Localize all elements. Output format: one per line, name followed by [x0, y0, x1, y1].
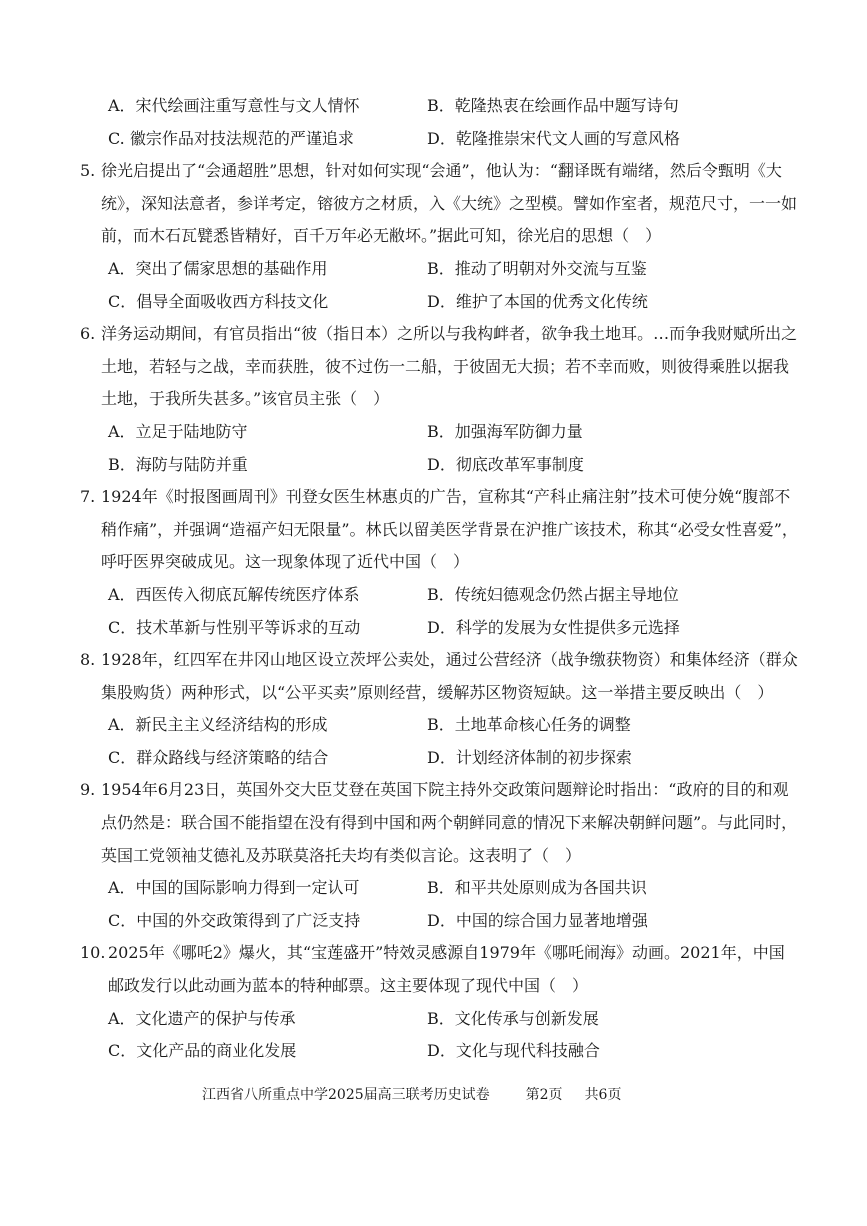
question-9: [80, 774, 798, 937]
option-b: B．推动了明朝对外交流与互鉴: [427, 258, 647, 278]
q4-options-row-2: [80, 123, 798, 156]
page-number: 第2页: [525, 1087, 563, 1103]
question-stem: [80, 318, 798, 416]
question-10: [80, 937, 798, 1067]
question-stem: [80, 937, 798, 1002]
option-d: D．计划经济体制的初步探索: [427, 747, 632, 767]
option-c: C．群众路线与经济策略的结合: [108, 747, 329, 767]
question-text: 1924年《时报图画周刊》刊登女医生林惠贞的广告，宣称其“产科止痛注射”技术可使分娩“腹部不稍作痛”，并强调“造福产妇无限量”。林氏以留美医学背景在沪推广该技术，称其“必受女性喜爱”，呼吁医界突破成见。这一现象体现了近代中国（ ）: [101, 487, 798, 572]
option-b: B．加强海军防御力量: [427, 421, 583, 441]
option-c: C．文化产品的商业化发展: [108, 1041, 297, 1061]
options-row: [80, 579, 798, 612]
question-number: 10.: [80, 943, 106, 963]
question-number: 7.: [80, 487, 96, 507]
question-number: 8.: [80, 650, 96, 670]
option-d: D．科学的发展为女性提供多元选择: [427, 617, 680, 637]
options-row: [80, 416, 798, 449]
option-b: B．传统妇德观念仍然占据主导地位: [427, 584, 679, 604]
question-stem: [80, 644, 798, 709]
option-d: D．彻底改革军事制度: [427, 454, 584, 474]
q4-options-row-1: [80, 90, 798, 123]
options-row: [80, 709, 798, 742]
options-row: [80, 1035, 798, 1068]
options-row: [80, 742, 798, 775]
options-row: [80, 1003, 798, 1036]
question-text: 1954年6月23日，英国外交大臣艾登在英国下院主持外交政策问题辩论时指出：“政府的目的和观点仍然是：联合国不能指望在没有得到中国和两个朝鲜同意的情况下来解决朝鲜问题”。与此同时，英国工党领袖艾德礼及苏联莫洛托夫均有类似言论。这表明了（ ）: [101, 780, 798, 865]
option-b: B．和平共处原则成为各国共识: [427, 878, 647, 898]
option-d: D．文化与现代科技融合: [427, 1041, 600, 1061]
option-a: A．中国的国际影响力得到一定认可: [108, 878, 360, 898]
question-stem: [80, 774, 798, 872]
option-c: C．倡导全面吸收西方科技文化: [108, 291, 329, 311]
option-c: C．技术革新与性别平等诉求的互动: [108, 617, 361, 637]
options-row: [80, 905, 798, 938]
option-a: A．文化遗产的保护与传承: [108, 1008, 296, 1028]
option-d: D．维护了本国的优秀文化传统: [427, 291, 648, 311]
option-a: A．立足于陆地防守: [108, 421, 248, 441]
options-row: [80, 286, 798, 319]
total-pages: 共6页: [584, 1087, 622, 1103]
options-row: [80, 612, 798, 645]
question-text: 1928年，红四军在井冈山地区设立茨坪公卖处，通过公营经济（战争缴获物资）和集体经济（群众集股购货）两种形式，以“公平买卖”原则经营，缓解苏区物资短缺。这一举措主要反映出（ ）: [101, 650, 798, 702]
options-row: [80, 253, 798, 286]
question-number: 9.: [80, 780, 96, 800]
question-6: [80, 318, 798, 481]
question-stem: [80, 155, 798, 253]
question-number: 5.: [80, 161, 96, 181]
question-5: [80, 155, 798, 318]
question-text: 2025年《哪吒2》爆火，其“宝莲盛开”特效灵感源自1979年《哪吒闹海》动画。2021年，中国邮政发行以此动画为蓝本的特种邮票。这主要体现了现代中国（ ）: [108, 943, 785, 996]
page-footer: [202, 1084, 621, 1104]
option-b: B．文化传承与创新发展: [427, 1008, 599, 1028]
options-row: [80, 449, 798, 482]
options-row: [80, 872, 798, 905]
question-number: 6.: [80, 324, 96, 344]
option-a: A．突出了儒家思想的基础作用: [108, 258, 328, 278]
option-a: A．新民主主义经济结构的形成: [108, 715, 328, 735]
option-c: C．中国的外交政策得到了广泛支持: [108, 910, 361, 930]
question-8: [80, 644, 798, 774]
option-c: B．海防与陆防并重: [108, 454, 248, 474]
question-stem: [80, 481, 798, 579]
q4-option-d: D．乾隆推崇宋代文人画的写意风格: [427, 128, 680, 148]
question-text: 徐光启提出了“会通超胜”思想，针对如何实现“会通”，他认为：“翻译既有端绪，然后令甄明《大统》，深知法意者，参详考定，镕彼方之材质，入《大统》之型模。譬如作室者，规范尺寸，一一如前，而木石瓦甓悉皆精好，百千万年必无敝坏。”据此可知，徐光启的思想（ ）: [101, 161, 798, 246]
q4-option-b: B．乾隆热衷在绘画作品中题写诗句: [427, 96, 679, 115]
q4-option-a: A．宋代绘画注重写意性与文人情怀: [108, 96, 360, 115]
option-b: B．土地革命核心任务的调整: [427, 715, 631, 735]
exam-content: [80, 90, 798, 1068]
q4-option-c: C. 徽宗作品对技法规范的严谨追求: [108, 128, 354, 148]
question-text: 洋务运动期间，有官员指出“彼（指日本）之所以与我构衅者，欲争我土地耳。…而争我财赋所出之土地，若轻与之战，幸而获胜，彼不过伤一二船，于彼固无大损；若不幸而败，则彼得乘胜以据我土地，于我所失甚多。”该官员主张（ ）: [101, 324, 798, 409]
exam-title: 江西省八所重点中学2025届高三联考历史试卷: [202, 1087, 490, 1103]
option-a: A．西医传入彻底瓦解传统医疗体系: [108, 584, 360, 604]
option-d: D．中国的综合国力显著地增强: [427, 910, 648, 930]
question-7: [80, 481, 798, 644]
